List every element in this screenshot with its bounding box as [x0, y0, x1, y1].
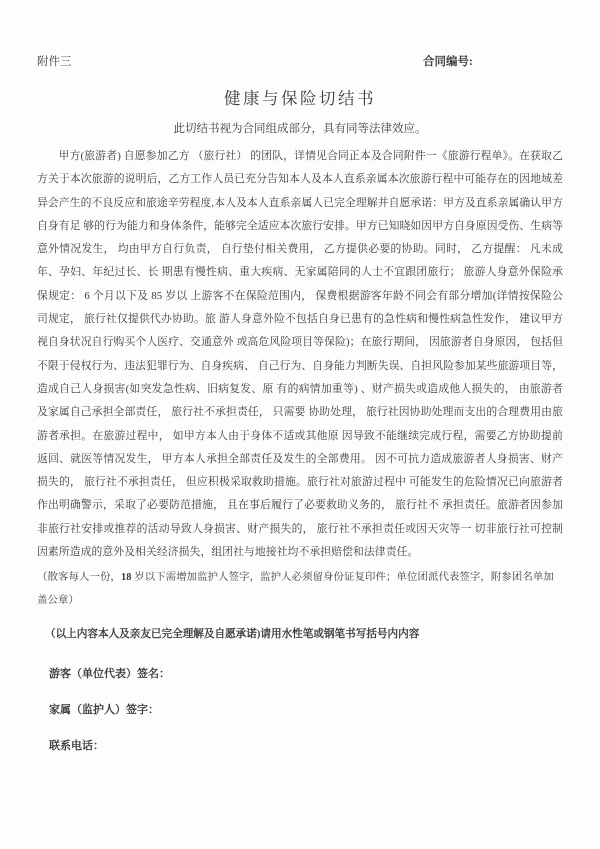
tourist-signature-label: 游客（单位代表）签名：: [49, 668, 170, 681]
handwriting-instruction: （以上内容本人及亲友已完全理解及自愿承诺)请用水性笔或钢笔书写括号内内容: [45, 629, 420, 641]
tourist-signature-line: [49, 667, 563, 682]
document-subtitle: 此切结书视为合同组成部分，具有同等法律效应。: [173, 123, 427, 135]
signature-requirements-note: [37, 566, 563, 612]
note-suffix: 岁以下需增加监护人签字，监护人必须留身份证复印件；单位团派代表签字，附参团名单加盖公章）: [37, 572, 554, 607]
guardian-signature-line: [49, 703, 563, 718]
contact-phone-label: 联系电话：: [49, 740, 104, 753]
document-header: [37, 55, 563, 70]
note-age-number: 18: [120, 572, 132, 584]
agreement-body-paragraph: 甲方(旅游者) 自愿参加乙方 （旅行社） 的团队，详情见合同正本及合同附件一《旅游行程单》。在获取乙方关于本次旅游的说明后，乙方工作人员已充分告知本人及本人直系亲属本次旅游行程中可能存在的因地域差异会产生的不良反应和旅途辛劳程度,本人及本人直系亲属人已完全理解并自愿承诺：甲方及直系亲属确认甲方自身有足 够的行为能力和身体条件，能够完全适应本次旅行安排。甲方已知晓如因甲方自身原因受伤、生病等意外情况发生， 均由甲方自行负责， 自行垫付相关费用， 乙方提供必要的协助。同时， 乙方提醒： 凡未成年、孕妇、年纪过长、长 期患有慢性病、重大疾病、无家属陪同的人士不宜跟团旅行； 旅游人身意外保险承保规定： 6 个月以下及 85 岁以 上游客不在保险范围内， 保费根据游客年龄不同会有部分增加(详情按保险公司规定， 旅行社仅提供代办协助。旅 游人身意外险不包括自身已患有的急性病和慢性病急性发作， 建议甲方视自身状况自行购买个人医疗、交通意外 或高危风险项目等保险)；在旅行期间， 因旅游者自身原因， 包括但不限于侵权行为、违法犯罪行为、自身疾病、 自己行为、自身能力判断失误、自担风险参加某些旅游项目等，造成自己人身损害(如突发急性病、旧病复发、原 有的病情加重等) 、财产损失或造成他人损失的， 由旅游者及家属自己承担全部责任， 旅行社不承担责任， 只需要 协助处理， 旅行社因协助处理而支出的合理费用由旅游者承担。在旅游过程中， 如甲方本人由于身体不适或其他原 因导致不能继续完成行程，需要乙方协助提前返回、就医等情况发生， 甲方本人承担全部责任及发生的全部费用。 因不可抗力造成旅游者人身损害、财产损失的， 旅行社不承担责任， 但应积极采取救助措施。旅行社对旅游过程中 可能发生的危险情况已向旅游者作出明确警示，采取了必要防范措施， 且在事后履行了必要救助义务的， 旅行社不 承担责任。旅游者因参加非旅行社安排或推荐的活动导致人身损害、财产损失的， 旅行社不承担责任或因天灾等一 切非旅行社可控制因素所造成的意外及相关经济损失，组团社与地接社均不承担赔偿和法律责任。: [37, 150, 563, 559]
attachment-label: 附件三: [37, 56, 72, 68]
guardian-signature-label: 家属（监护人）签字：: [49, 704, 159, 717]
contract-number-label: 合同编号:: [423, 56, 473, 68]
page-title: 健康与保险切结书: [224, 89, 376, 108]
contact-phone-line: [49, 739, 563, 754]
note-prefix: （散客每人一份，: [37, 572, 121, 584]
